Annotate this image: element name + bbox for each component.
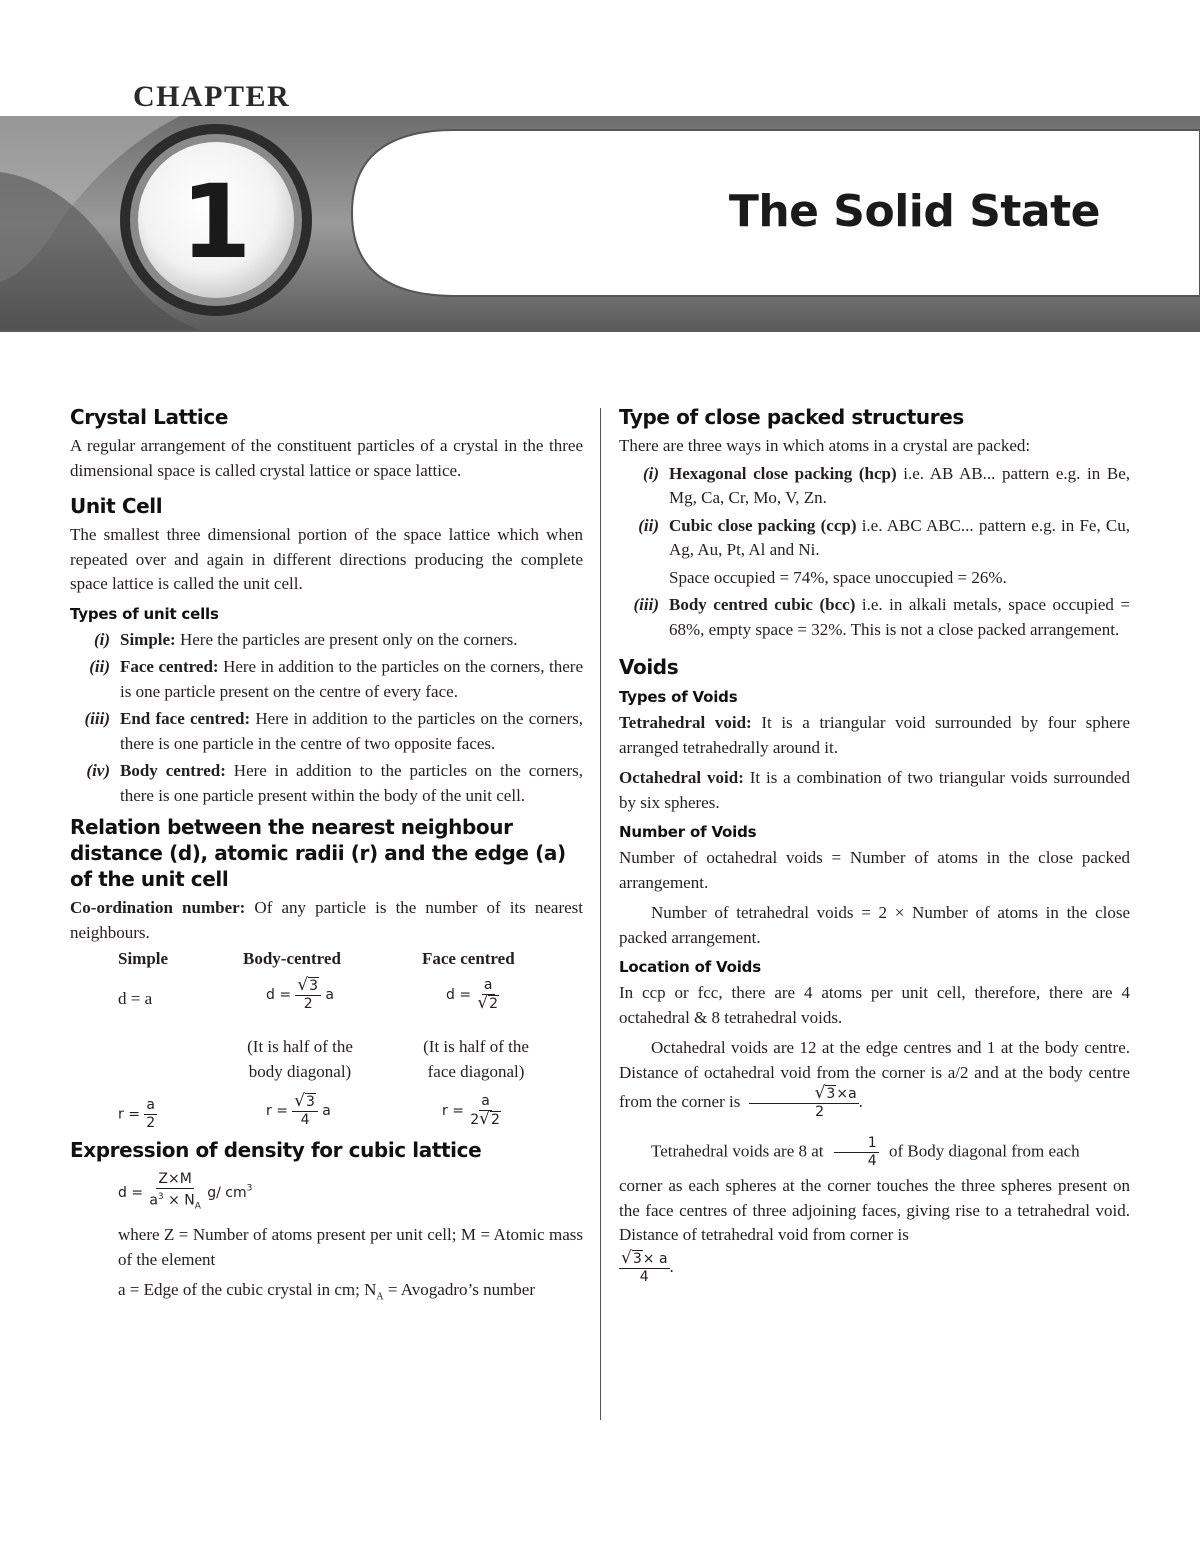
var-a: a bbox=[322, 1102, 331, 1119]
types-unit-cells-heading: Types of unit cells bbox=[70, 604, 219, 623]
denominator: 2 bbox=[815, 1104, 825, 1120]
where-sub: A bbox=[376, 1291, 384, 1303]
tetra-location-body: corner as each spheres at the corner touches the three spheres present on the face centres of three adjoining faces, giving rise to a tetrahedral void. Distance of tetrahedral void from corner is bbox=[619, 1176, 1130, 1244]
coordination-term: Co-ordination number: bbox=[70, 898, 246, 917]
sqrt-arg: 3 bbox=[306, 1094, 315, 1110]
var-a: a bbox=[325, 986, 334, 1003]
unit-exp: 3 bbox=[246, 1183, 253, 1194]
octa-distance-fraction: $\frac{√3\times a}{2}$ bbox=[749, 1085, 859, 1121]
unit-cell-types-list bbox=[70, 628, 583, 809]
density-heading: Expression of density for cubic lattice bbox=[70, 1138, 482, 1162]
list-item bbox=[70, 707, 583, 756]
list-number: (iv) bbox=[86, 761, 110, 780]
r-eq: r = bbox=[442, 1102, 464, 1119]
density-formula bbox=[70, 1171, 583, 1215]
col-face-heading: Face centred bbox=[422, 949, 515, 968]
relation-heading: Relation between the nearest neighbour distance (d), atomic radii (r) and the edge (a) of the unit cell bbox=[70, 815, 566, 891]
sqrt-arg: 2 bbox=[489, 996, 499, 1012]
tetra-location-line bbox=[619, 1135, 1130, 1170]
col-body-heading: Body-centred bbox=[243, 949, 341, 968]
denominator: 4 bbox=[867, 1153, 877, 1169]
chapter-number: 1 bbox=[180, 163, 252, 282]
tetrahedral-desc: It is a triangular void surrounded by four sphere arranged tetrahedrally around it. bbox=[619, 713, 1131, 757]
r-eq: r = bbox=[118, 1106, 140, 1123]
list-text: Here in addition to the particles on the corners, there is one particle in the centre of two opposite faces. bbox=[120, 709, 584, 753]
numerator: a bbox=[483, 977, 493, 993]
numerator: a bbox=[481, 1093, 490, 1109]
close-packed-intro: There are three ways in which atoms in a crystal are packed: bbox=[619, 436, 1031, 455]
d-simple: d = a bbox=[118, 989, 153, 1008]
list-text: i.e. in alkali metals, space occupied = 68%, empty space = 32%. This is not a close packed arrangement. bbox=[669, 595, 1130, 639]
den-rest: × N bbox=[163, 1192, 195, 1209]
list-text: i.e. ABC ABC... pattern e.g. in Fe, Cu, Ag, Au, Pt, Al and Ni. bbox=[669, 515, 1130, 559]
list-number: (i) bbox=[642, 463, 659, 483]
denominator: 2 bbox=[146, 1115, 156, 1131]
period: . bbox=[858, 1091, 863, 1111]
note-line: body diagonal) bbox=[248, 1061, 352, 1081]
where-text: a = Edge of the cubic crystal in cm; N bbox=[118, 1280, 377, 1300]
coordination-desc: Of any particle is the number of its nearest neighbours. bbox=[70, 898, 583, 942]
unit: g/ cm bbox=[207, 1185, 247, 1202]
list-item bbox=[619, 462, 1130, 511]
list-text: Here in addition to the particles on the corners, there is one particle present on the centre of every face. bbox=[120, 657, 583, 701]
d-eq: d = bbox=[118, 1185, 144, 1202]
list-term: Simple: bbox=[120, 629, 176, 649]
quarter-fraction bbox=[834, 1135, 879, 1170]
space-note: Space occupied = 74%, space unoccupied = 26%. bbox=[669, 567, 1007, 587]
octahedral-desc: It is a combination of two triangular voids surrounded by six spheres. bbox=[619, 768, 1130, 812]
face-note bbox=[406, 1035, 546, 1084]
list-term: Hexagonal close packing (hcp) bbox=[669, 463, 897, 483]
list-item bbox=[619, 514, 1130, 563]
list-text: i.e. AB AB... pattern e.g. in Be, Mg, Ca, Cr, Mo, V, Zn. bbox=[669, 463, 1130, 507]
octahedral-term: Octahedral void: bbox=[619, 768, 744, 787]
note-line: (It is half of the bbox=[247, 1037, 353, 1056]
types-of-voids-heading: Types of Voids bbox=[619, 688, 738, 706]
list-item bbox=[70, 628, 583, 653]
sqrt-arg: 3 bbox=[632, 1250, 642, 1267]
tetra-distance-fraction: $\frac{√3\times a}{4}$ . bbox=[621, 1247, 674, 1285]
denominator: 2 bbox=[303, 996, 313, 1012]
list-number: (iii) bbox=[633, 595, 659, 614]
times-a: × a bbox=[642, 1250, 668, 1267]
list-term: Cubic close packing (ccp) bbox=[669, 515, 857, 535]
list-term: End face centred: bbox=[120, 709, 251, 728]
close-packed-heading: Type of close packed structures bbox=[619, 405, 964, 429]
list-term: Face centred: bbox=[120, 657, 219, 676]
note-line: (It is half of the bbox=[423, 1037, 529, 1056]
location-text: Octahedral voids are 12 at the edge centres and 1 at the body centre. Distance of octahedral void from the corner is a/2 and at the body centre from the corner is bbox=[619, 1038, 1130, 1111]
body-note bbox=[230, 1035, 370, 1084]
sqrt-arg: 3 bbox=[309, 978, 319, 994]
denominator: 4 bbox=[639, 1268, 649, 1285]
numerator: Z×M bbox=[158, 1171, 192, 1187]
unit-cell-body: The smallest three dimensional portion of the space lattice which when repeated over and again in different directions producing the complete space lattice is called the unit cell. bbox=[70, 525, 583, 593]
octahedral-void-text bbox=[619, 766, 1130, 815]
col-simple-heading: Simple bbox=[118, 949, 169, 968]
left-column bbox=[70, 404, 583, 1316]
column-divider bbox=[600, 408, 601, 1420]
period: . bbox=[669, 1256, 674, 1276]
times-a: ×a bbox=[836, 1086, 857, 1102]
coef: 2 bbox=[470, 1112, 480, 1128]
d-eq: d = bbox=[266, 986, 292, 1003]
number-voids-2: Number of tetrahedral voids = 2 × Number of atoms in the close packed arrangement. bbox=[619, 903, 1130, 947]
location-voids-1: In ccp or fcc, there are 4 atoms per unit cell, therefore, there are 4 octahedral & 8 tetrahedral voids. bbox=[619, 983, 1130, 1027]
tetrahedral-void-text bbox=[619, 711, 1130, 760]
location-of-voids-heading: Location of Voids bbox=[619, 958, 761, 976]
voids-heading: Voids bbox=[619, 655, 679, 679]
number-of-voids-heading: Number of Voids bbox=[619, 823, 757, 841]
denominator: 4 bbox=[300, 1112, 310, 1128]
tetrahedral-term: Tetrahedral void: bbox=[619, 713, 752, 732]
formula-table bbox=[70, 947, 583, 1131]
sqrt-arg: 3 bbox=[826, 1086, 836, 1102]
chapter-label: CHAPTER bbox=[133, 80, 291, 113]
right-column bbox=[619, 404, 1130, 1286]
number-voids-1: Number of octahedral voids = Number of atoms in the close packed arrangement. bbox=[619, 848, 1130, 892]
coordination-number-text bbox=[70, 896, 583, 945]
chapter-title: The Solid State bbox=[728, 186, 1100, 237]
density-where-1: where Z = Number of atoms present per unit cell; M = Atomic mass of the element bbox=[118, 1225, 583, 1269]
list-text: Here in addition to the particles on the corners, there is one particle present within the body of the unit cell. bbox=[120, 761, 583, 805]
numerator: a bbox=[146, 1097, 155, 1113]
tetra-text: of Body diagonal from each bbox=[888, 1141, 1080, 1161]
crystal-lattice-heading: Crystal Lattice bbox=[70, 405, 228, 429]
location-voids-2 bbox=[619, 1036, 1130, 1121]
list-number: (ii) bbox=[89, 657, 110, 676]
list-item bbox=[70, 655, 583, 704]
unit-cell-heading: Unit Cell bbox=[70, 494, 163, 518]
den-sub: A bbox=[194, 1201, 201, 1212]
r-body-formula: r = $\frac{√3}{4}$ a bbox=[266, 1091, 331, 1128]
d-body-formula: d = $\frac{√3}{2}$ a bbox=[266, 975, 334, 1012]
list-number: (i) bbox=[93, 629, 110, 649]
density-where-2 bbox=[70, 1278, 583, 1310]
tetra-text: Tetrahedral voids are 8 at bbox=[651, 1141, 824, 1161]
den-exp: 3 bbox=[157, 1192, 164, 1202]
list-term: Body centred cubic (bcc) bbox=[669, 595, 856, 614]
list-term: Body centred: bbox=[120, 761, 226, 780]
list-number: (ii) bbox=[638, 515, 659, 535]
note-line: face diagonal) bbox=[427, 1061, 525, 1081]
r-eq: r = bbox=[266, 1102, 288, 1119]
crystal-lattice-body: A regular arrangement of the constituent particles of a crystal in the three dimensional space is called crystal lattice or space lattice. bbox=[70, 436, 583, 480]
d-eq: d = bbox=[446, 986, 472, 1003]
den-a: a bbox=[149, 1192, 158, 1209]
r-face-formula: r = $\frac{a}{2√2}$ bbox=[442, 1093, 500, 1129]
close-packed-list bbox=[619, 462, 1130, 643]
d-face-formula: d = $\frac{a}{√2}$ bbox=[446, 977, 499, 1013]
list-number: (iii) bbox=[84, 709, 110, 728]
numerator: 1 bbox=[834, 1135, 879, 1153]
list-text: Here the particles are present only on the corners. bbox=[175, 629, 518, 649]
r-simple-formula bbox=[118, 1097, 157, 1132]
list-item bbox=[619, 593, 1130, 642]
list-item bbox=[70, 759, 583, 808]
sqrt-arg: 2 bbox=[490, 1112, 500, 1128]
where-text: = Avogadro’s number bbox=[383, 1280, 535, 1300]
